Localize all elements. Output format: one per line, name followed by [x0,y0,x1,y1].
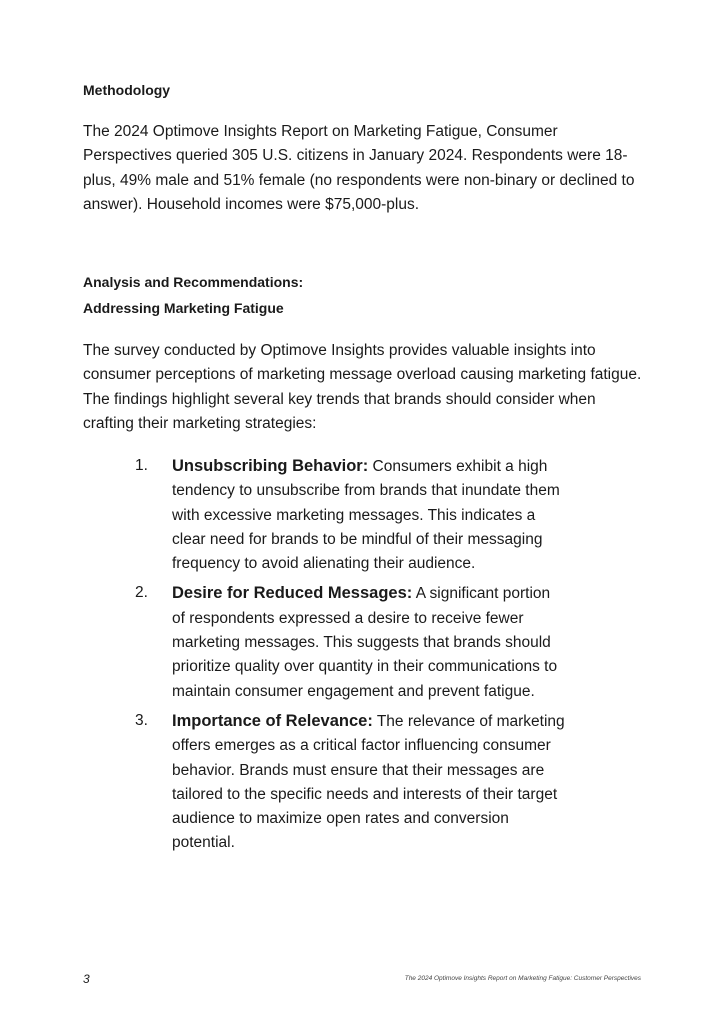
analysis-heading-line1: Analysis and Recommendations: [83,274,304,290]
list-item-title: Unsubscribing Behavior: [172,457,369,475]
page-number: 3 [83,972,90,986]
list-item-text: A significant portion of respondents expressed a desire to receive fewer marketing messages. This suggests that brands should prioritize quality over quantity in their communications to maintain consumer engagement and prevent fatigue. [172,585,558,700]
list-item-text: Consumers exhibit a high tendency to unsubscribe from brands that inundate them with excessive marketing messages. This indicates a clear need for brands to be mindful of their messaging frequency to avoid alienating their audience. [172,458,560,573]
list-item-title: Importance of Relevance: [172,711,373,730]
list-item-number: 3. [135,711,148,729]
footer-report-title: The 2024 Optimove Insights Report on Marketing Fatigue: Customer Perspectives [404,975,641,982]
methodology-heading: Methodology [83,82,171,98]
list-item-body [172,709,567,856]
list-item-number: 1. [135,457,148,474]
list-item-number: 2. [135,584,148,602]
list-item-text: The relevance of marketing offers emerges as a critical factor influencing consumer behavior. Brands must ensure that their messages are tailored to the specific needs and interests of their target audience to maximize open rates and conversion potential. [172,712,565,852]
analysis-heading-line2: Addressing Marketing Fatigue [83,300,284,316]
list-item-body [172,454,567,576]
list-item [0,709,724,856]
recommendations-list [0,454,724,856]
methodology-paragraph: The 2024 Optimove Insights Report on Marketing Fatigue, Consumer Perspectives queried 305 U.S. citizens in January 2024. Respondents were 18-plus, 49% male and 51% female (no respondents were non-binary or declined to answer). Household incomes were $75,000-plus. [83,123,635,213]
list-item-body [172,581,567,703]
list-item [0,454,724,576]
analysis-intro-paragraph: The survey conducted by Optimove Insights provides valuable insights into consumer perceptions of marketing message overload causing marketing fatigue. The findings highlight several key trends that brands should consider when crafting their marketing strategies: [83,342,642,432]
list-item-title: Desire for Reduced Messages: [172,584,413,603]
list-item [0,581,724,703]
